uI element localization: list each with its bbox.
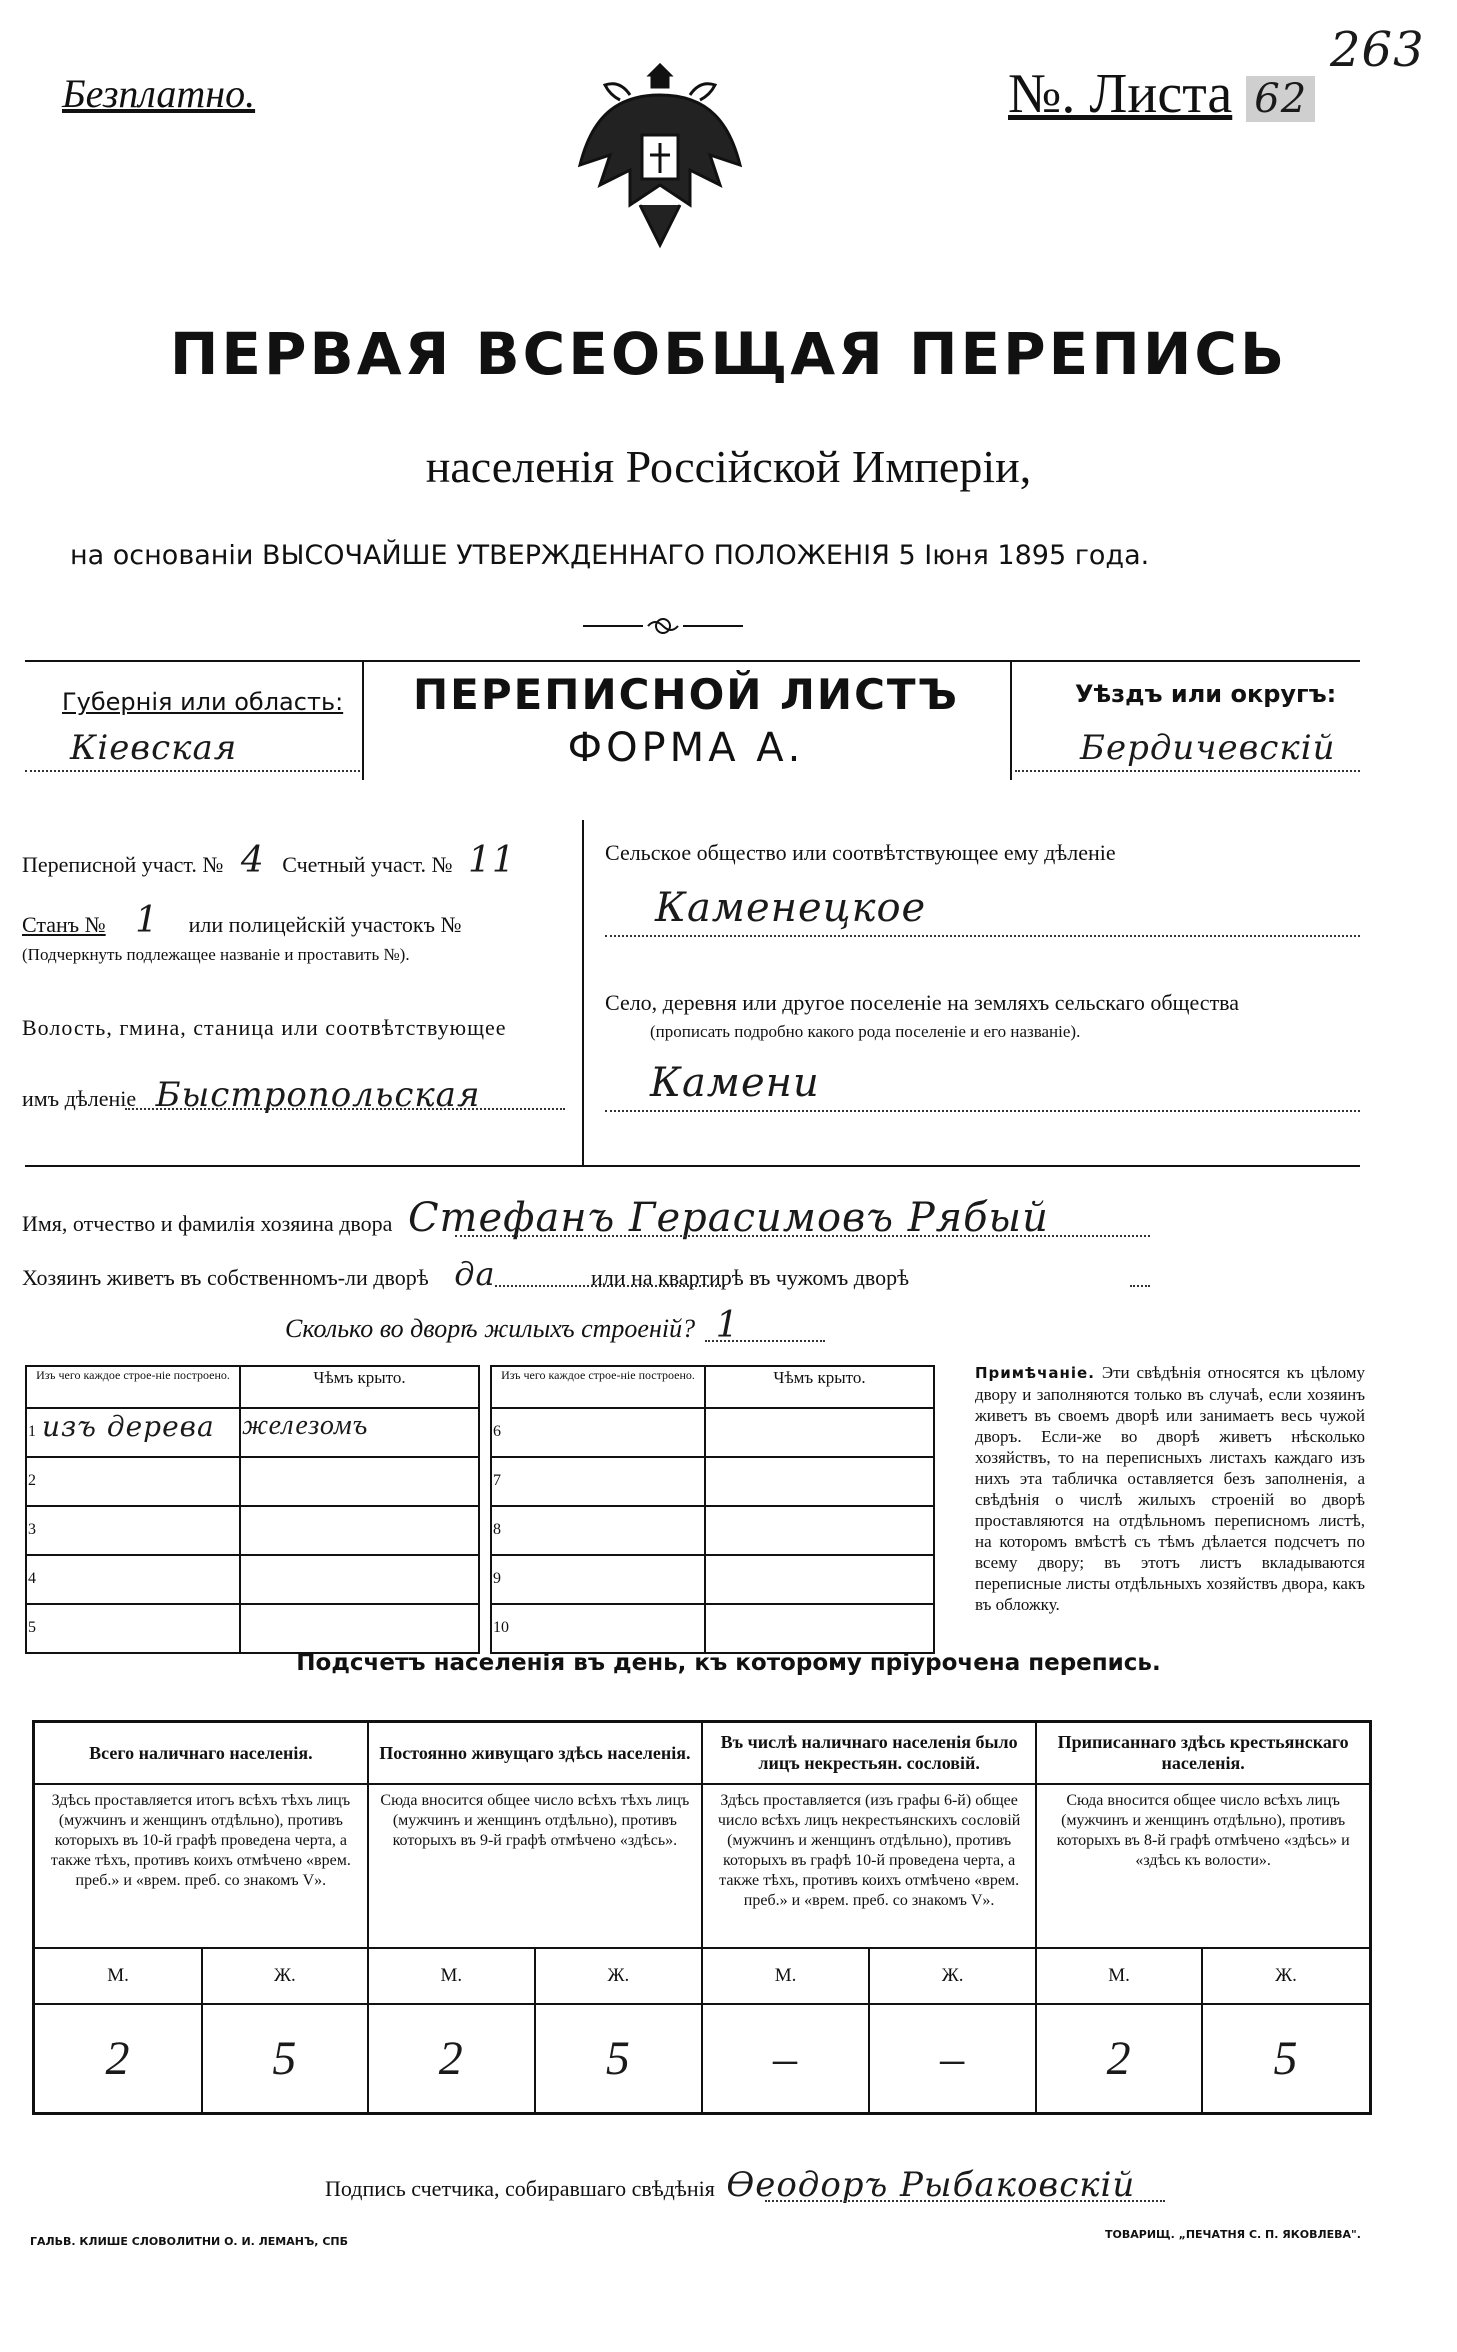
signature-label: Подпись счетчика, собиравшаго свѣдѣнія — [325, 2176, 715, 2201]
village-label: Село, деревня или другое поселеніе на земляхъ сельскаго общества — [605, 990, 1240, 1015]
building-row-number: 2 — [28, 1472, 36, 1489]
census-district-label: Переписной участ. № — [22, 852, 224, 877]
population-col-header: Приписаннаго здѣсь крестьянскаго населенія. — [1036, 1722, 1370, 1785]
population-title: Подсчетъ населенія въ день, къ которому пріурочена перепись. — [296, 1650, 1161, 1676]
owner-name-value: Стефанъ Герасимовъ Рябый — [407, 1195, 1049, 1241]
count-district-label: Счетный участ. № — [282, 852, 453, 877]
male-label: М. — [368, 1948, 535, 2004]
male-label: М. — [1036, 1948, 1202, 2004]
building-material-cell — [26, 1408, 240, 1457]
sub-title: населенія Россійской Имперіи, — [425, 441, 1032, 492]
building-row-number: 8 — [493, 1521, 501, 1538]
building-roof-value — [705, 1408, 934, 1457]
stan-row — [22, 900, 461, 941]
note-title: Примѣчаніе. — [975, 1364, 1095, 1382]
building-material-cell — [26, 1604, 240, 1653]
building-row-number: 4 — [28, 1570, 36, 1587]
village-note: (прописать подробно какого рода поселеніе и его названіе). — [650, 1022, 1081, 1041]
male-count: – — [702, 2004, 869, 2114]
form-letter: ФОРМА А. — [567, 725, 805, 771]
building-row — [26, 1408, 479, 1457]
building-roof-value — [705, 1555, 934, 1604]
buildings-row — [285, 1305, 740, 1346]
buildings-value: 1 — [715, 1305, 740, 1346]
building-material-cell — [26, 1506, 240, 1555]
stan-value: 1 — [135, 900, 160, 941]
building-roof-value — [240, 1506, 479, 1555]
building-row — [26, 1555, 479, 1604]
uezd-value: Бердичевскій — [1080, 728, 1336, 768]
building-material-value — [36, 1557, 42, 1590]
building-row — [491, 1506, 934, 1555]
building-material-value — [509, 1606, 515, 1639]
col-material-header: Изъ чего каждое строе-ніе построено. — [26, 1366, 240, 1408]
main-title: ПЕРВАЯ ВСЕОБЩАЯ ПЕРЕПИСЬ — [169, 320, 1288, 388]
population-col-header: Постоянно живущаго здѣсь населенія. — [368, 1722, 702, 1785]
population-col-description: Здѣсь проставляется (изъ графы 6-й) общее число всѣхъ лицъ некрестьянскихъ сословій (мужчинъ и женщинъ отдѣльно), противъ которыхъ въ графѣ 10-й проведена черта, а также тѣхъ, противъ коихъ отмѣчено «врем. преб.» и «врем. преб. со знакомъ V». — [702, 1784, 1036, 1948]
society-label: Сельское общество или соотвѣтствующее ему дѣленіе — [605, 840, 1116, 865]
building-row — [26, 1506, 479, 1555]
sheet-number-value: 62 — [1246, 76, 1315, 122]
owner-name-label: Имя, отчество и фамилія хозяина двора — [22, 1211, 393, 1236]
volost-label: Волость, гмина, станица или соотвѣтствующее — [22, 1015, 507, 1040]
building-row — [491, 1555, 934, 1604]
building-material-value — [501, 1508, 507, 1541]
guberniya-label: Губернія или область: — [62, 688, 344, 716]
building-material-cell — [491, 1506, 705, 1555]
building-material-cell — [491, 1408, 705, 1457]
rented-label: или на квартирѣ въ чужомъ дворѣ — [591, 1265, 910, 1290]
female-label: Ж. — [535, 1948, 702, 2004]
note-block — [975, 1362, 1365, 1615]
stan-label: Станъ № — [22, 912, 106, 937]
building-material-value — [36, 1606, 42, 1639]
building-roof-value: железомъ — [240, 1408, 479, 1457]
volost-label-2: имъ дѣленіе — [22, 1086, 137, 1111]
building-row — [491, 1408, 934, 1457]
footer-left: ГАЛЬВ. КЛИШЕ СЛОВОЛИТНИ О. И. ЛЕМАНЪ, СПБ — [30, 2235, 348, 2248]
population-col-header: Въ числѣ наличнаго населенія было лицъ некрестьян. сословій. — [702, 1722, 1036, 1785]
buildings-table-left — [25, 1365, 480, 1654]
archive-number: 263 — [1330, 22, 1425, 78]
col-material-header-2: Изъ чего каждое строе-ніе построено. — [491, 1366, 705, 1408]
building-roof-value — [240, 1555, 479, 1604]
building-material-cell — [491, 1555, 705, 1604]
building-row-number: 6 — [493, 1423, 501, 1440]
male-label: М. — [34, 1948, 203, 2004]
female-label: Ж. — [1202, 1948, 1371, 2004]
sheet-number-label-text: №. Листа — [1008, 63, 1233, 125]
building-material-cell — [26, 1457, 240, 1506]
census-district-row — [22, 840, 526, 881]
society-value: Каменецкое — [655, 885, 927, 931]
building-material-value — [501, 1410, 507, 1443]
count-district-value: 11 — [467, 840, 516, 881]
signature-row — [325, 2165, 1135, 2205]
building-row-number: 5 — [28, 1619, 36, 1636]
ornament-divider — [578, 617, 748, 635]
population-col-description: Сюда вносится общее число всѣхъ лицъ (мужчинъ и женщинъ отдѣльно), противъ которыхъ въ 8-й графѣ отмѣчено «здѣсь» и «здѣсь къ волости». — [1036, 1784, 1370, 1948]
buildings-label: Сколько во дворѣ жилыхъ строеній? — [285, 1314, 696, 1343]
population-col-header: Всего наличнаго населенія. — [34, 1722, 368, 1785]
building-material-value — [501, 1459, 507, 1492]
own-yard-row — [22, 1255, 909, 1293]
building-material-value — [36, 1459, 42, 1492]
own-yard-label: Хозяинъ живетъ въ собственномъ-ли дворѣ — [22, 1265, 429, 1290]
building-material-value — [36, 1508, 42, 1541]
form-title: ПЕРЕПИСНОЙ ЛИСТЪ — [412, 670, 960, 719]
uezd-label: Уѣздъ или округъ: — [1075, 680, 1337, 708]
population-col-description: Здѣсь проставляется итогъ всѣхъ тѣхъ лицъ (мужчинъ и женщинъ отдѣльно), противъ которыхъ въ 10-й графѣ проведена черта, а также тѣхъ, противъ коихъ отмѣчено «врем. преб.» и «врем. преб. со знакомъ V». — [34, 1784, 368, 1948]
guberniya-value: Кіевская — [70, 728, 238, 768]
building-row — [26, 1457, 479, 1506]
own-yard-value: да — [454, 1255, 496, 1293]
building-roof-value — [240, 1604, 479, 1653]
police-label: или полицейскій участокъ № — [188, 912, 462, 937]
male-count: 2 — [1036, 2004, 1202, 2114]
female-count: 5 — [535, 2004, 702, 2114]
male-count: 2 — [34, 2004, 203, 2114]
building-roof-value — [240, 1457, 479, 1506]
basis-line: на основаніи ВЫСОЧАЙШЕ УТВЕРЖДЕННАГО ПОЛОЖЕНІЯ 5 Іюня 1895 года. — [70, 540, 1150, 571]
building-row-number: 9 — [493, 1570, 501, 1587]
village-value: Камени — [650, 1060, 820, 1106]
sheet-number-label — [1008, 62, 1315, 126]
free-label: Безплатно. — [62, 71, 256, 116]
building-roof-value — [705, 1457, 934, 1506]
building-row — [491, 1457, 934, 1506]
building-material-value — [501, 1557, 507, 1590]
signature-value: Ѳеодоръ Рыбаковскій — [726, 2165, 1136, 2205]
male-label: М. — [702, 1948, 869, 2004]
census-district-value: 4 — [240, 840, 265, 881]
female-count: 5 — [202, 2004, 368, 2114]
col-roof-header: Чѣмъ крыто. — [240, 1366, 479, 1408]
col-roof-header-2: Чѣмъ крыто. — [705, 1366, 934, 1408]
building-row — [26, 1604, 479, 1653]
population-col-description: Сюда вносится общее число всѣхъ тѣхъ лицъ (мужчинъ и женщинъ отдѣльно), противъ которыхъ въ 9-й графѣ отмѣчено «здѣсь». — [368, 1784, 702, 1948]
coat-of-arms-emblem — [570, 55, 750, 255]
female-label: Ж. — [202, 1948, 368, 2004]
building-row-number: 1 — [28, 1423, 36, 1440]
building-row-number: 3 — [28, 1521, 36, 1538]
building-roof-value — [705, 1604, 934, 1653]
building-material-cell — [491, 1604, 705, 1653]
population-table — [32, 1720, 1372, 2115]
building-material-value: изъ дерева — [42, 1410, 215, 1443]
building-row — [491, 1604, 934, 1653]
buildings-table-right — [490, 1365, 935, 1654]
note-text: Эти свѣдѣнія относятся къ цѣлому двору и заполняются только въ случаѣ, если хозяинъ живетъ въ своемъ дворѣ или занимаетъ весь чужой дворъ. Если-же во дворѣ живетъ нѣсколько хозяйствъ, то на переписныхъ листахъ каждаго изъ нихъ эта табличка оставляется безъ заполненія, а свѣдѣнія о числѣ жилыхъ строеній во дворѣ проставляются на отдѣльномъ переписномъ листѣ, на которомъ вмѣстѣ съ тѣмъ дѣлается подсчетъ по всему двору; въ этотъ листъ вкладываются переписные листы отдѣльныхъ хозяйствъ двора, какъ въ обложку. — [975, 1363, 1366, 1614]
male-count: 2 — [368, 2004, 535, 2114]
building-roof-value — [705, 1506, 934, 1555]
building-material-cell — [491, 1457, 705, 1506]
building-row-number: 10 — [493, 1619, 509, 1636]
female-count: – — [869, 2004, 1036, 2114]
building-row-number: 7 — [493, 1472, 501, 1489]
building-material-cell — [26, 1555, 240, 1604]
footer-right: ТОВАРИЩ. „ПЕЧАТНЯ С. П. ЯКОВЛЕВА". — [1105, 2228, 1361, 2241]
underline-note: (Подчеркнуть подлежащее названіе и проставить №). — [22, 945, 410, 964]
female-count: 5 — [1202, 2004, 1371, 2114]
volost-value: Быстропольская — [155, 1075, 481, 1115]
female-label: Ж. — [869, 1948, 1036, 2004]
